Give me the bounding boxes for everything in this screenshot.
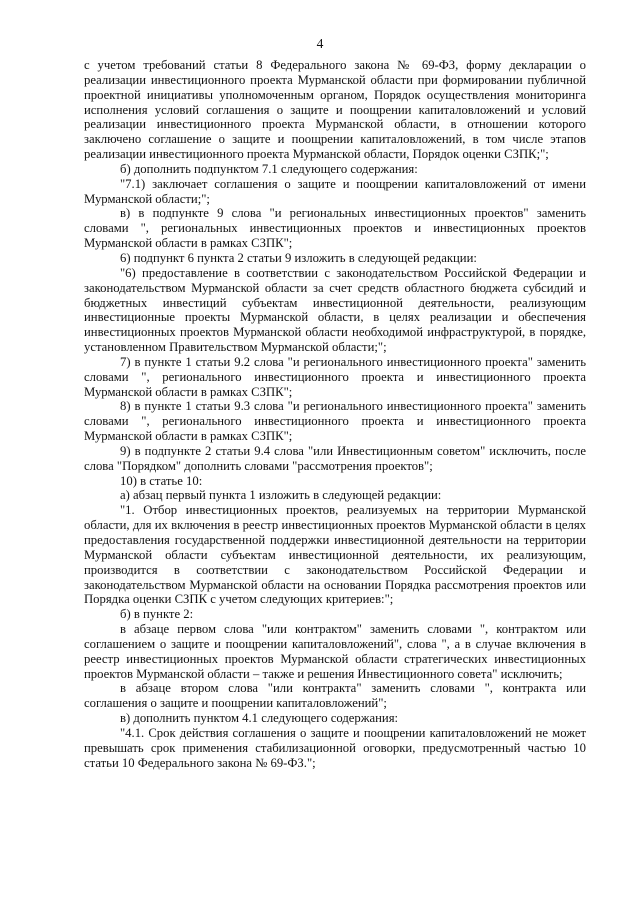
page-number: 4	[316, 36, 324, 51]
paragraph: в) дополнить пунктом 4.1 следующего содержания:	[120, 711, 399, 726]
paragraph: а) абзац первый пункта 1 изложить в следующей редакции:	[120, 488, 442, 503]
paragraph: "7.1) заключает соглашения о защите и поощрении капиталовложений от имени Мурманской области;";	[84, 176, 586, 206]
paragraph: с учетом требований статьи 8 Федерального закона № 69-ФЗ, форму декларации о реализации инвестиционного проекта Мурманской области при формировании публичной проектной инициативы уполномоченным органом, Порядок осуществления мониторинга исполнения условий соглашения о защите и поощрении капиталовложений и условий реализации инвестиционного проекта Мурманской области, в отношении которого заключено соглашение о защите и поощрении капиталовложений, в том числе этапов реализации инвестиционного проекта Мурманской области, Порядок оценки СЗПК;";	[84, 58, 586, 162]
paragraph: "6) предоставление в соответствии с законодательством Российской Федерации и законодательством Мурманской области за счет средств областного бюджета субсидий и бюджетных инвестиций субъектам инвестиционной деятельности, реализующим инвестиционные проекты Мурманской области, в целях реализации и обеспечения инвестиционных проектов Мурманской области необходимой инфраструктурой, в порядке, установленном Правительством Мурманской области;";	[84, 265, 586, 355]
paragraph: б) дополнить подпунктом 7.1 следующего содержания:	[120, 161, 418, 176]
paragraph: в абзаце первом слова "или контрактом" заменить словами ", контрактом или соглашением о защите и поощрении капиталовложений", слова ", а в случае включения в реестр инвестиционных проектов Мурманской области стратегических инвестиционных проектов Мурманской области – также и решения Инвестиционного совета" исключить;	[84, 622, 586, 681]
paragraph: 9) в подпункте 2 статьи 9.4 слова "или Инвестиционным советом" исключить, после слова "Порядком" дополнить словами "рассмотрения проектов";	[84, 443, 586, 473]
paragraph: 10) в статье 10:	[120, 473, 203, 488]
paragraph: б) в пункте 2:	[120, 607, 194, 622]
document-body	[84, 58, 586, 771]
paragraph: 8) в пункте 1 статьи 9.3 слова "и регионального инвестиционного проекта" заменить словами ", регионального инвестиционного проекта и инвестиционного проекта Мурманской области в рамках СЗПК";	[84, 399, 586, 444]
paragraph: в) в подпункте 9 слова "и региональных инвестиционных проектов" заменить словами ", региональных инвестиционных проектов и инвестиционных проектов Мурманской области в рамках СЗПК";	[84, 206, 586, 251]
paragraph: "4.1. Срок действия соглашения о защите и поощрении капиталовложений не может превышать срок применения стабилизационной оговорки, предусмотренный частью 10 статьи 10 Федерального закона № 69-ФЗ.";	[84, 725, 586, 770]
paragraph: в абзаце втором слова "или контракта" заменить словами ", контракта или соглашения о защите и поощрении капиталовложений";	[84, 681, 586, 711]
paragraph: 7) в пункте 1 статьи 9.2 слова "и регионального инвестиционного проекта" заменить словами ", регионального инвестиционного проекта и инвестиционного проекта Мурманской области в рамках СЗПК";	[84, 354, 586, 399]
paragraph: "1. Отбор инвестиционных проектов, реализуемых на территории Мурманской области, для их включения в реестр инвестиционных проектов Мурманской области в целях предоставления государственной поддержки инвестиционной деятельности на территории Мурманской области субъектам инвестиционной деятельности, их реализующим, производится в соответствии с законодательством Российской Федерации и законодательством Мурманской области на основании Порядка рассмотрения проектов или Порядка оценки СЗПК с учетом следующих критериев:";	[84, 503, 586, 607]
paragraph: 6) подпункт 6 пункта 2 статьи 9 изложить в следующей редакции:	[120, 250, 477, 265]
